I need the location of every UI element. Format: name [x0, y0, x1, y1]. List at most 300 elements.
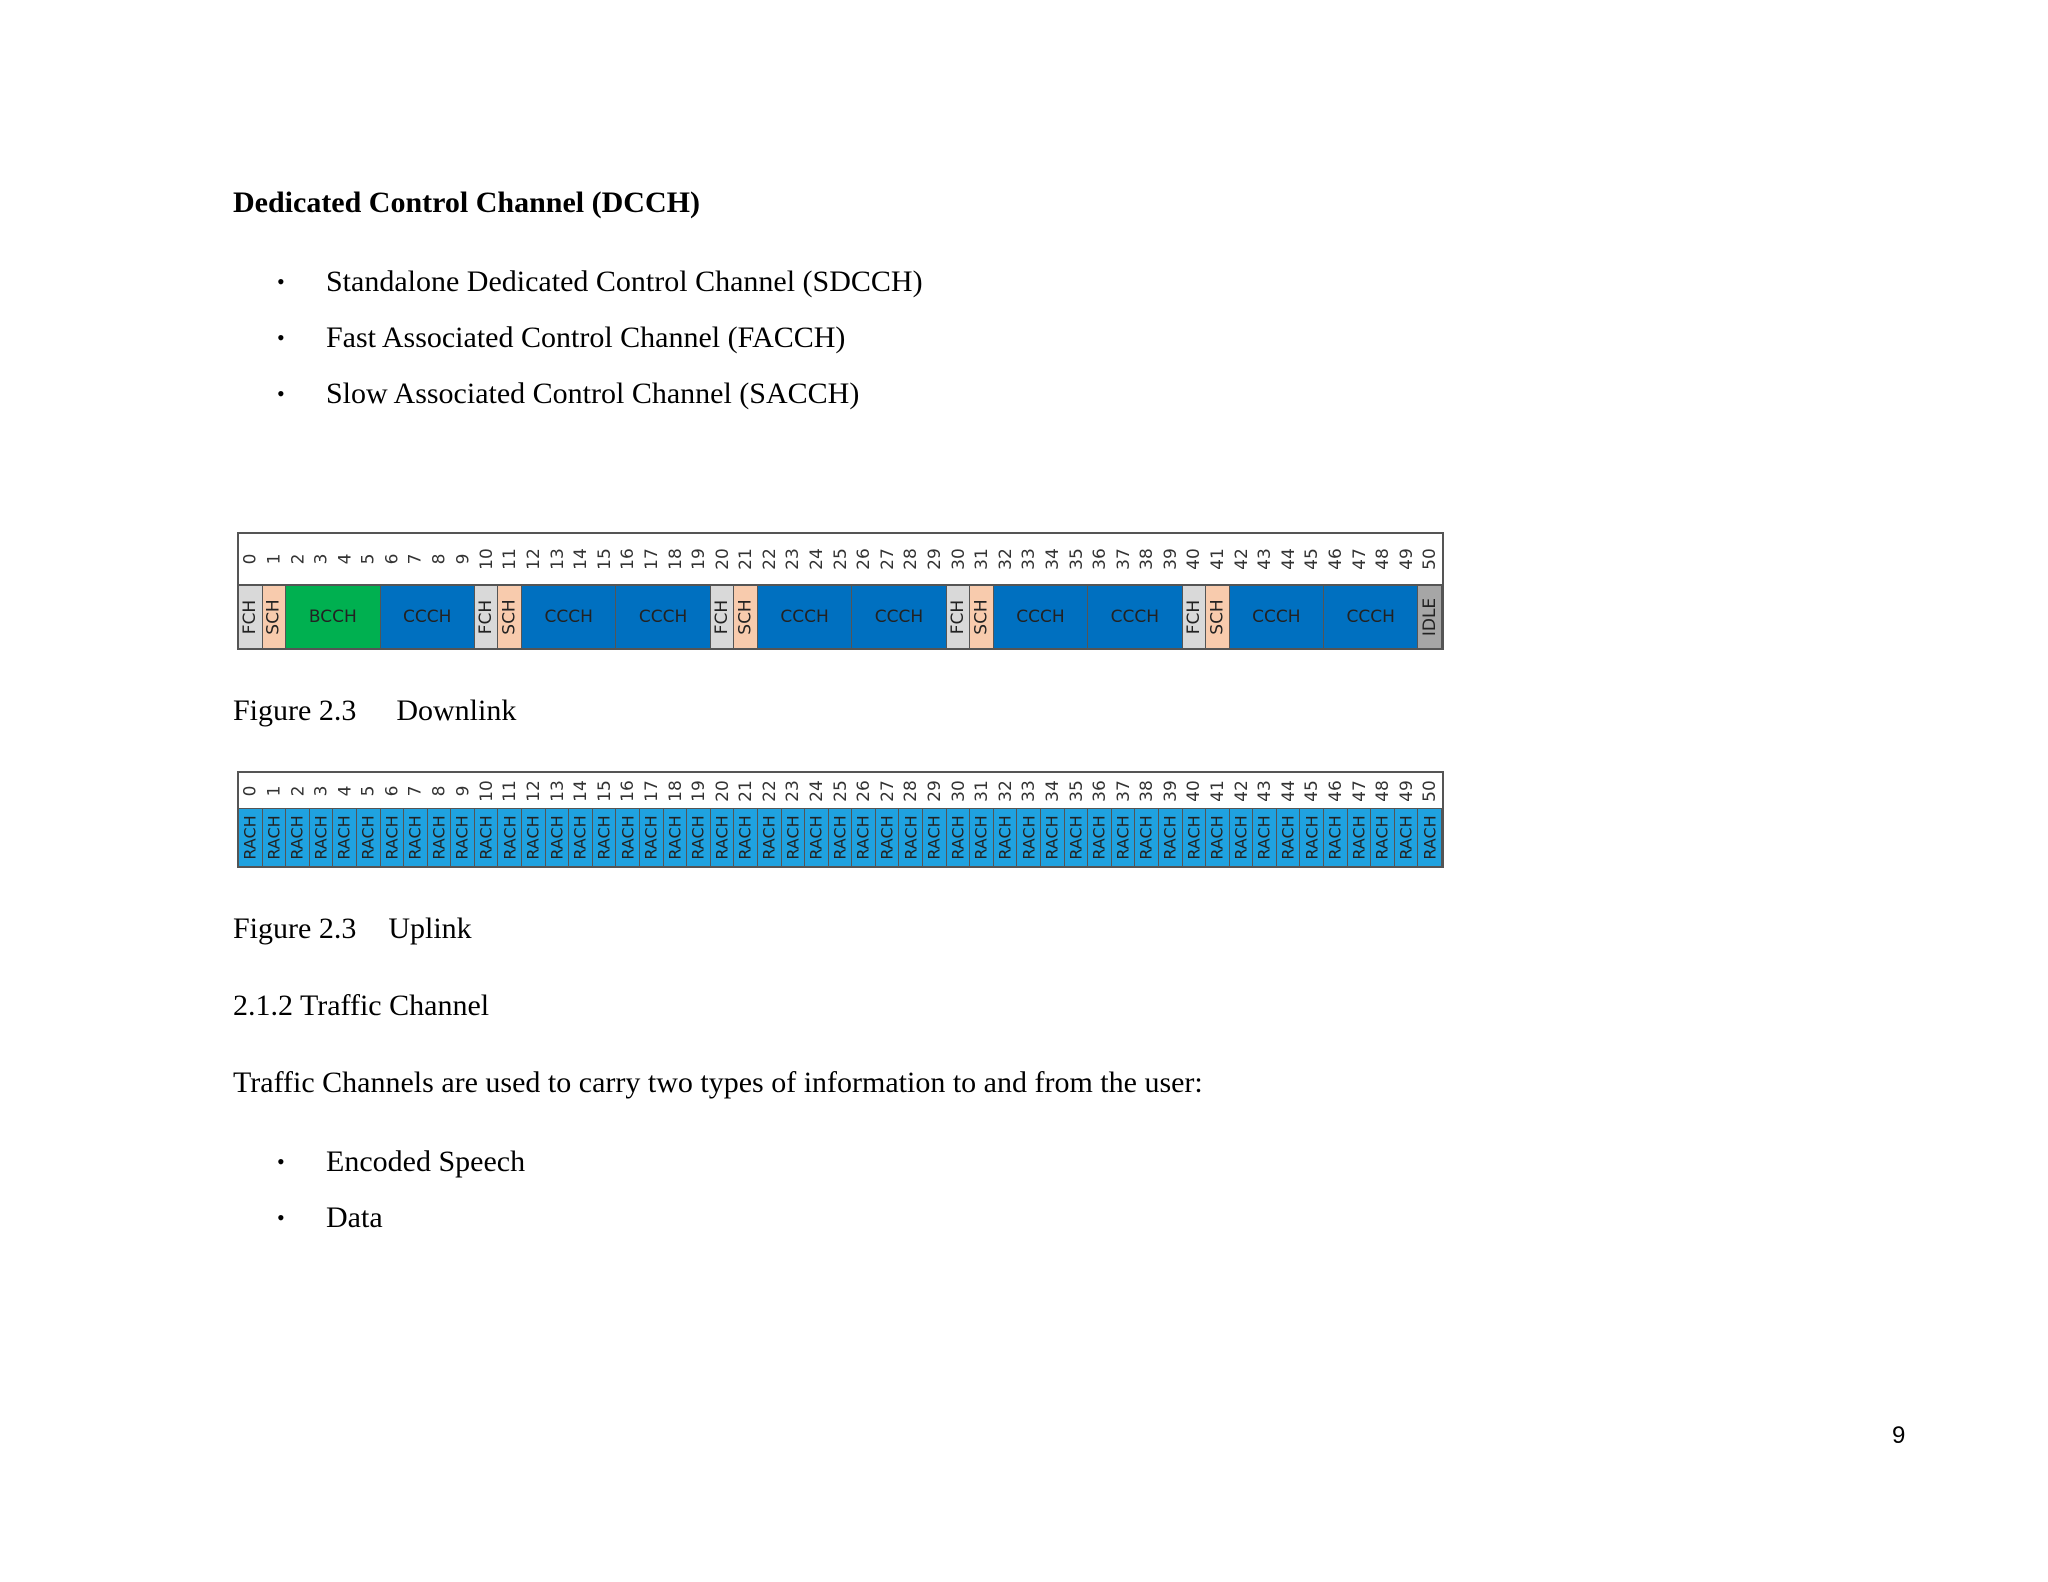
- frame-number-label: 32: [995, 548, 1016, 570]
- channel-rach: [404, 809, 428, 866]
- frame-number: [664, 534, 688, 584]
- channel-rach: [923, 809, 947, 866]
- frame-number-label: 6: [382, 553, 403, 565]
- frame-number: [876, 534, 900, 584]
- figure-caption-uplink: Figure 2.3 Uplink: [233, 912, 472, 945]
- frame-number-label: 0: [240, 785, 261, 796]
- frame-number: [404, 773, 428, 808]
- frame-number-label: 23: [783, 548, 804, 570]
- frame-number: [451, 773, 475, 808]
- channel-label: RACH: [1113, 815, 1133, 860]
- frame-number-label: 9: [453, 553, 474, 565]
- frame-number-label: 2: [287, 785, 308, 796]
- channel-rach: [970, 809, 994, 866]
- channel-rach: [1135, 809, 1159, 866]
- frame-number-label: 18: [665, 779, 686, 802]
- frame-number-label: 8: [429, 553, 450, 565]
- channel-ccch: [852, 586, 946, 648]
- channel-label: BCCH: [308, 607, 357, 627]
- frame-number: [569, 773, 593, 808]
- frame-number: [546, 534, 570, 584]
- channel-label: RACH: [688, 815, 708, 860]
- frame-number: [1277, 534, 1301, 584]
- channel-label: RACH: [335, 815, 355, 860]
- frame-number: [475, 773, 499, 808]
- channel-label: RACH: [1066, 815, 1086, 860]
- downlink-frame-numbers: [239, 534, 1442, 586]
- channel-rach: [381, 809, 405, 866]
- channel-fch: [1183, 586, 1207, 648]
- page-number: 9: [1892, 1422, 1906, 1449]
- frame-number-label: 10: [476, 548, 497, 570]
- frame-number: [734, 773, 758, 808]
- channel-rach: [286, 809, 310, 866]
- frame-number-label: 30: [948, 779, 969, 802]
- channel-label: RACH: [854, 815, 874, 860]
- channel-ccch: [1088, 586, 1182, 648]
- frame-number: [310, 773, 334, 808]
- frame-number-label: 38: [1137, 779, 1158, 802]
- section-title: 2.1.2 Traffic Channel: [233, 989, 490, 1022]
- frame-number: [263, 534, 287, 584]
- frame-number: [947, 773, 971, 808]
- frame-number: [1348, 773, 1372, 808]
- frame-number-label: 23: [783, 779, 804, 802]
- frame-number-label: 24: [806, 779, 827, 802]
- frame-number: [1112, 534, 1136, 584]
- channel-rach: [805, 809, 829, 866]
- channel-label: RACH: [358, 815, 378, 860]
- channel-rach: [263, 809, 287, 866]
- channel-idle: [1418, 586, 1442, 648]
- traffic-list: [233, 1144, 525, 1256]
- dcch-list: [233, 264, 923, 432]
- frame-number: [1230, 773, 1254, 808]
- channel-sch: [263, 586, 287, 648]
- frame-number-label: 27: [877, 779, 898, 802]
- frame-number: [381, 534, 405, 584]
- channel-label: RACH: [1302, 815, 1322, 860]
- bullet-icon: •: [277, 269, 285, 294]
- channel-label: FCH: [476, 599, 497, 635]
- frame-number-label: 46: [1325, 779, 1346, 802]
- list-item: • Slow Associated Control Channel (SACCH): [277, 377, 860, 410]
- frame-number-label: 45: [1302, 548, 1323, 570]
- channel-label: FCH: [712, 599, 733, 635]
- channel-label: RACH: [547, 815, 567, 860]
- frame-number-label: 19: [688, 548, 709, 570]
- frame-number: [498, 773, 522, 808]
- channel-label: CCCH: [1110, 607, 1160, 627]
- frame-number: [1395, 534, 1419, 584]
- channel-label: RACH: [1420, 815, 1440, 860]
- frame-number: [522, 534, 546, 584]
- frame-number-label: 45: [1302, 779, 1323, 802]
- channel-label: CCCH: [1346, 607, 1395, 627]
- frame-number: [569, 534, 593, 584]
- frame-number-label: 4: [335, 553, 356, 565]
- frame-number-label: 17: [641, 548, 662, 570]
- frame-number-label: 47: [1349, 779, 1370, 802]
- frame-number: [923, 773, 947, 808]
- channel-label: CCCH: [780, 607, 829, 627]
- channel-rach: [640, 809, 664, 866]
- channel-rach: [1253, 809, 1277, 866]
- channel-fch: [947, 586, 971, 648]
- frame-number-label: 14: [571, 779, 592, 802]
- channel-label: RACH: [1042, 815, 1062, 860]
- frame-number-label: 28: [901, 779, 922, 802]
- channel-label: CCCH: [1016, 607, 1065, 627]
- frame-number-label: 20: [712, 548, 733, 570]
- frame-number-label: 10: [476, 779, 497, 802]
- frame-number: [357, 773, 381, 808]
- frame-number: [640, 534, 664, 584]
- channel-label: RACH: [287, 815, 307, 860]
- frame-number: [1277, 773, 1301, 808]
- frame-number: [1041, 773, 1065, 808]
- channel-label: SCH: [735, 599, 756, 635]
- channel-sch: [734, 586, 758, 648]
- frame-number: [1253, 773, 1277, 808]
- channel-rach: [1324, 809, 1348, 866]
- frame-number: [522, 773, 546, 808]
- channel-rach: [1371, 809, 1395, 866]
- frame-number-label: 41: [1207, 548, 1228, 570]
- channel-rach: [451, 809, 475, 866]
- frame-number-label: 31: [972, 548, 993, 570]
- bullet-icon: •: [277, 1149, 285, 1174]
- channel-rach: [357, 809, 381, 866]
- frame-number: [1135, 773, 1159, 808]
- channel-ccch: [1230, 586, 1324, 648]
- frame-number-label: 7: [405, 553, 426, 565]
- frame-number-label: 22: [759, 779, 780, 802]
- frame-number-label: 33: [1019, 548, 1040, 570]
- frame-number-label: 0: [240, 553, 261, 565]
- frame-number-label: 29: [924, 548, 945, 570]
- frame-number: [947, 534, 971, 584]
- channel-rach: [899, 809, 923, 866]
- frame-number-label: 7: [405, 785, 426, 796]
- frame-number: [1324, 773, 1348, 808]
- frame-number: [546, 773, 570, 808]
- channel-label: RACH: [1373, 815, 1393, 860]
- frame-number-label: 20: [712, 779, 733, 802]
- frame-number: [333, 534, 357, 584]
- frame-number: [1159, 534, 1183, 584]
- frame-number: [994, 534, 1018, 584]
- frame-number: [1135, 534, 1159, 584]
- frame-number: [1300, 773, 1324, 808]
- frame-number-label: 2: [287, 553, 308, 565]
- frame-number-label: 39: [1160, 779, 1181, 802]
- frame-number: [428, 773, 452, 808]
- downlink-channels: [239, 586, 1442, 648]
- frame-number: [1065, 534, 1089, 584]
- frame-number-label: 22: [759, 548, 780, 570]
- frame-number-label: 24: [806, 548, 827, 570]
- frame-number-label: 1: [264, 553, 285, 565]
- channel-fch: [711, 586, 735, 648]
- frame-number-label: 13: [547, 779, 568, 802]
- channel-rach: [947, 809, 971, 866]
- channel-label: RACH: [264, 815, 284, 860]
- frame-number-label: 14: [571, 548, 592, 570]
- frame-number: [1088, 534, 1112, 584]
- channel-label: RACH: [972, 815, 992, 860]
- frame-number: [852, 773, 876, 808]
- channel-bcch: [286, 586, 380, 648]
- channel-rach: [1206, 809, 1230, 866]
- channel-rach: [593, 809, 617, 866]
- channel-rach: [1418, 809, 1442, 866]
- frame-number: [805, 534, 829, 584]
- channel-ccch: [381, 586, 475, 648]
- frame-number: [711, 534, 735, 584]
- channel-rach: [829, 809, 853, 866]
- frame-number: [616, 773, 640, 808]
- channel-label: RACH: [901, 815, 921, 860]
- frame-number: [782, 534, 806, 584]
- frame-number: [758, 773, 782, 808]
- channel-ccch: [994, 586, 1088, 648]
- channel-label: SCH: [971, 599, 992, 635]
- channel-label: RACH: [830, 815, 850, 860]
- frame-number-label: 16: [618, 548, 639, 570]
- frame-number-label: 12: [523, 548, 544, 570]
- frame-number: [1183, 534, 1207, 584]
- frame-number-label: 26: [854, 779, 875, 802]
- channel-rach: [711, 809, 735, 866]
- channel-rach: [1300, 809, 1324, 866]
- channel-label: RACH: [641, 815, 661, 860]
- channel-label: RACH: [995, 815, 1015, 860]
- frame-number-label: 35: [1066, 779, 1087, 802]
- channel-label: CCCH: [874, 607, 924, 627]
- frame-number-label: 30: [948, 548, 969, 570]
- frame-number-label: 13: [547, 548, 568, 570]
- frame-number-label: 5: [358, 553, 379, 565]
- channel-label: RACH: [1325, 815, 1345, 860]
- figure-caption-downlink: Figure 2.3 Downlink: [233, 694, 517, 727]
- frame-number: [593, 534, 617, 584]
- channel-rach: [1183, 809, 1207, 866]
- channel-rach: [687, 809, 711, 866]
- channel-label: RACH: [806, 815, 826, 860]
- uplink-channels: [239, 809, 1442, 866]
- channel-rach: [1230, 809, 1254, 866]
- channel-label: RACH: [1019, 815, 1039, 860]
- frame-number-label: 42: [1231, 548, 1252, 570]
- channel-label: RACH: [453, 815, 473, 860]
- channel-label: SCH: [263, 599, 284, 635]
- channel-label: RACH: [1278, 815, 1298, 860]
- frame-number-label: 31: [972, 779, 993, 802]
- frame-number-label: 8: [429, 785, 450, 796]
- dcch-heading: Dedicated Control Channel (DCCH): [233, 186, 700, 219]
- traffic-intro: Traffic Channels are used to carry two types of information to and from the user:: [233, 1066, 1203, 1099]
- channel-label: IDLE: [1419, 597, 1440, 637]
- channel-label: RACH: [594, 815, 614, 860]
- channel-label: RACH: [1207, 815, 1227, 860]
- channel-rach: [239, 809, 263, 866]
- frame-number-label: 15: [594, 548, 615, 570]
- frame-number: [805, 773, 829, 808]
- channel-ccch: [616, 586, 710, 648]
- channel-label: RACH: [877, 815, 897, 860]
- channel-label: RACH: [382, 815, 402, 860]
- channel-label: RACH: [1396, 815, 1416, 860]
- channel-rach: [616, 809, 640, 866]
- channel-label: RACH: [736, 815, 756, 860]
- channel-label: RACH: [618, 815, 638, 860]
- channel-label: CCCH: [402, 607, 452, 627]
- channel-sch: [970, 586, 994, 648]
- channel-label: RACH: [429, 815, 449, 860]
- channel-label: RACH: [500, 815, 520, 860]
- frame-number-label: 9: [453, 785, 474, 796]
- channel-rach: [876, 809, 900, 866]
- frame-number-label: 25: [830, 779, 851, 802]
- frame-number-label: 11: [500, 548, 521, 570]
- channel-label: FCH: [240, 599, 261, 635]
- frame-number-label: 15: [594, 779, 615, 802]
- bullet-icon: •: [277, 325, 285, 350]
- channel-rach: [758, 809, 782, 866]
- frame-number: [1253, 534, 1277, 584]
- channel-label: RACH: [665, 815, 685, 860]
- frame-number: [357, 534, 381, 584]
- frame-number-label: 38: [1137, 548, 1158, 570]
- frame-number-label: 1: [264, 785, 285, 796]
- channel-rach: [852, 809, 876, 866]
- frame-number: [687, 534, 711, 584]
- frame-number: [451, 534, 475, 584]
- frame-number: [899, 773, 923, 808]
- frame-number: [1371, 534, 1395, 584]
- frame-number-label: 27: [877, 548, 898, 570]
- frame-number: [593, 773, 617, 808]
- frame-number: [1300, 534, 1324, 584]
- frame-number-label: 35: [1066, 548, 1087, 570]
- channel-label: RACH: [1089, 815, 1109, 860]
- channel-rach: [994, 809, 1018, 866]
- frame-number: [1017, 773, 1041, 808]
- channel-rach: [428, 809, 452, 866]
- frame-number-label: 50: [1420, 779, 1441, 802]
- channel-label: SCH: [499, 599, 520, 635]
- frame-number: [1418, 773, 1442, 808]
- frame-number-label: 36: [1089, 779, 1110, 802]
- frame-number-label: 39: [1160, 548, 1181, 570]
- frame-number: [616, 534, 640, 584]
- channel-label: CCCH: [638, 607, 688, 627]
- channel-label: RACH: [476, 815, 496, 860]
- frame-number-label: 40: [1184, 779, 1205, 802]
- frame-number-label: 4: [335, 785, 356, 796]
- frame-number: [782, 773, 806, 808]
- frame-number-label: 34: [1042, 779, 1063, 802]
- frame-number-label: 50: [1420, 548, 1441, 570]
- frame-number-label: 19: [688, 779, 709, 802]
- frame-number: [1206, 534, 1230, 584]
- channel-label: RACH: [1231, 815, 1251, 860]
- channel-rach: [1041, 809, 1065, 866]
- frame-number: [923, 534, 947, 584]
- frame-number-label: 3: [311, 785, 332, 796]
- channel-rach: [1065, 809, 1089, 866]
- channel-label: CCCH: [1252, 607, 1301, 627]
- frame-number-label: 44: [1278, 548, 1299, 570]
- channel-rach: [1277, 809, 1301, 866]
- frame-number: [428, 534, 452, 584]
- frame-number: [1395, 773, 1419, 808]
- frame-number-label: 49: [1396, 548, 1417, 570]
- channel-rach: [498, 809, 522, 866]
- channel-rach: [1088, 809, 1112, 866]
- channel-rach: [1112, 809, 1136, 866]
- frame-number-label: 11: [500, 779, 521, 802]
- frame-number: [1088, 773, 1112, 808]
- frame-number: [498, 534, 522, 584]
- frame-number: [994, 773, 1018, 808]
- frame-number-label: 41: [1207, 779, 1228, 802]
- channel-rach: [664, 809, 688, 866]
- channel-rach: [546, 809, 570, 866]
- channel-rach: [1017, 809, 1041, 866]
- bullet-icon: •: [277, 381, 285, 406]
- frame-number: [404, 534, 428, 584]
- channel-label: RACH: [405, 815, 425, 860]
- channel-ccch: [758, 586, 852, 648]
- channel-label: RACH: [1255, 815, 1275, 860]
- channel-ccch: [522, 586, 616, 648]
- frame-number-label: 26: [854, 548, 875, 570]
- frame-number-label: 46: [1325, 548, 1346, 570]
- bullet-icon: •: [277, 1205, 285, 1230]
- channel-label: SCH: [1207, 599, 1228, 635]
- channel-label: RACH: [1349, 815, 1369, 860]
- channel-rach: [734, 809, 758, 866]
- frame-number-label: 49: [1396, 779, 1417, 802]
- downlink-diagram: [237, 532, 1444, 650]
- frame-number-label: 5: [358, 785, 379, 796]
- frame-number-label: 44: [1278, 779, 1299, 802]
- frame-number: [829, 773, 853, 808]
- frame-number-label: 3: [311, 553, 332, 565]
- frame-number: [310, 534, 334, 584]
- channel-label: RACH: [571, 815, 591, 860]
- frame-number: [286, 773, 310, 808]
- frame-number: [876, 773, 900, 808]
- channel-label: FCH: [947, 599, 968, 635]
- frame-number: [852, 534, 876, 584]
- frame-number-label: 37: [1113, 548, 1134, 570]
- frame-number-label: 28: [901, 548, 922, 570]
- frame-number-label: 32: [995, 779, 1016, 802]
- channel-label: RACH: [240, 815, 260, 860]
- frame-number: [333, 773, 357, 808]
- channel-label: RACH: [759, 815, 779, 860]
- list-item: • Data: [277, 1201, 383, 1234]
- channel-label: RACH: [1137, 815, 1157, 860]
- frame-number-label: 33: [1019, 779, 1040, 802]
- frame-number: [687, 773, 711, 808]
- frame-number: [1112, 773, 1136, 808]
- channel-label: CCCH: [544, 607, 593, 627]
- frame-number-label: 18: [665, 548, 686, 570]
